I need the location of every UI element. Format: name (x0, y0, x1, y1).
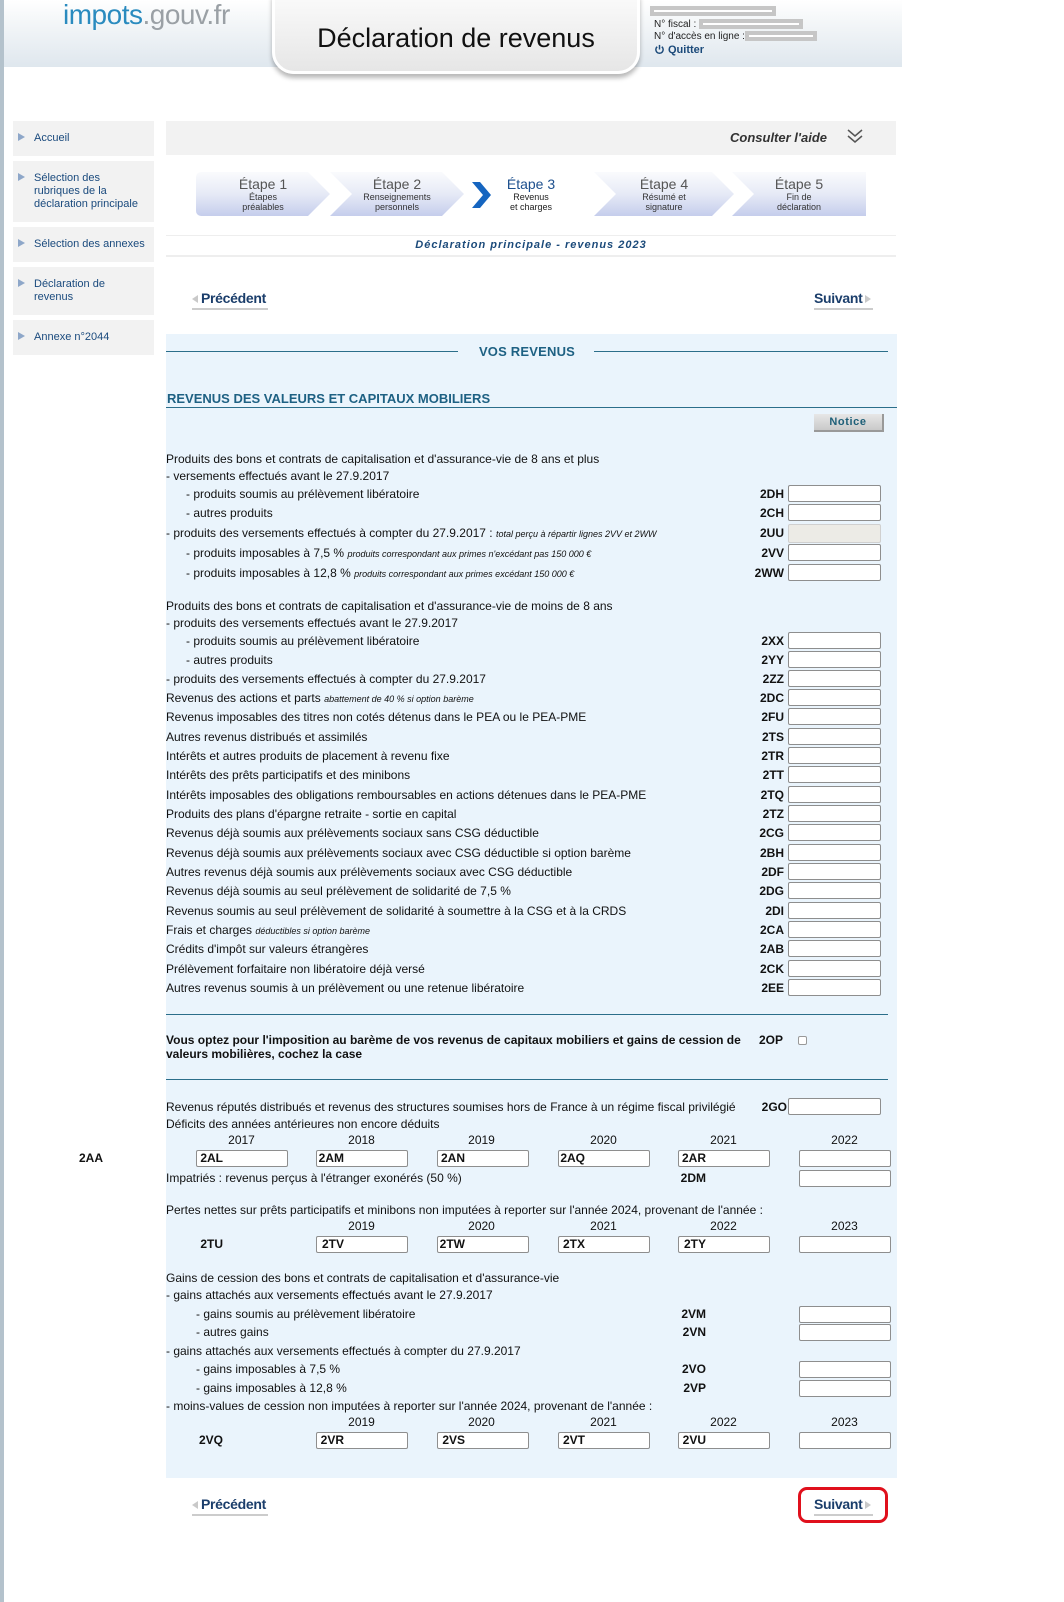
step-3-current: Étape 3 Revenus et charges (506, 176, 556, 212)
input-2WW[interactable] (788, 564, 881, 581)
input-2BH[interactable] (788, 844, 881, 861)
form-row-2XX: - produits soumis au prélèvement libératoire 2XX (166, 632, 897, 650)
triangle-right-icon (18, 279, 25, 287)
consult-help-link[interactable]: Consulter l'aide (730, 130, 827, 145)
input-2GO[interactable] (788, 1098, 881, 1115)
double-chevron-down-icon[interactable] (844, 127, 866, 147)
deficits-label: Déficits des années antérieures non encore déduits (166, 1117, 440, 1131)
form-row-2DF: Autres revenus déjà soumis aux prélèvements sociaux avec CSG déductible 2DF (166, 863, 897, 881)
power-icon (654, 44, 665, 55)
input-2VM[interactable] (799, 1306, 891, 1323)
previous-button-top[interactable]: Précédent (192, 290, 268, 310)
year-label: 2019 (348, 1219, 375, 1233)
triangle-right-icon (18, 239, 25, 247)
input-2TT[interactable] (788, 766, 881, 783)
step-progress (196, 172, 866, 216)
step-2: Étape 2 Renseignements personnels (330, 172, 464, 216)
triangle-right-icon (18, 332, 25, 340)
form-row-2TT: Intérêts des prêts participatifs et des minibons 2TT (166, 766, 897, 784)
year-label: 2018 (348, 1133, 375, 1147)
form-row-2DH: - produits soumis au prélèvement libératoire 2DH (166, 485, 897, 503)
sidebar-item-selection-annexes[interactable]: Sélection des annexes (13, 227, 154, 262)
form-row-2EE: Autres revenus soumis à un prélèvement ou une retenue libératoire 2EE (166, 979, 897, 997)
triangle-right-icon (18, 173, 25, 181)
input-2DI[interactable] (788, 902, 881, 919)
input-2DM[interactable] (799, 1170, 891, 1187)
quit-button[interactable]: Quitter (654, 44, 817, 57)
input-2YY[interactable] (788, 651, 881, 668)
year-label: 2021 (590, 1219, 617, 1233)
sidebar-item-declaration-revenus[interactable]: Déclaration de revenus (13, 267, 154, 315)
input-2VP[interactable] (799, 1380, 891, 1397)
form-row-2CH: - autres produits 2CH (166, 504, 897, 522)
option-code: 2OP (759, 1033, 784, 1047)
arrow-left-icon (192, 295, 198, 303)
step-1: Étape 1 Étapes préalables (196, 172, 330, 216)
form-row-2VV: - produits imposables à 7,5 % produits correspondant aux primes n'excédant pas 150 000 € 2VV (166, 544, 897, 562)
input-2TQ[interactable] (788, 786, 881, 803)
input-2TS[interactable] (788, 728, 881, 745)
moins-values-label: - moins-values de cession non imputées à reporter sur l'année 2024, provenant de l'année : (166, 1399, 653, 1413)
form-row-2WW: - produits imposables à 12,8 % produits correspondant aux primes excédant 150 000 € 2WW (166, 564, 897, 582)
next-button-highlight (798, 1487, 888, 1523)
year-label: 2019 (348, 1415, 375, 1429)
form-row-2CK: Prélèvement forfaitaire non libératoire déjà versé 2CK (166, 960, 897, 978)
redacted-access-number (745, 31, 817, 41)
redacted-name (650, 6, 776, 16)
form-row-2TR: Intérêts et autres produits de placement à revenu fixe 2TR (166, 747, 897, 765)
input-2FU[interactable] (788, 708, 881, 725)
year-label: 2017 (228, 1133, 255, 1147)
form-row-2YY: - autres produits 2YY (166, 651, 897, 669)
year-label: 2020 (590, 1133, 617, 1147)
input-2DC[interactable] (788, 689, 881, 706)
gain-2VN-label: - autres gains (196, 1325, 269, 1339)
year-label: 2022 (831, 1133, 858, 1147)
current-step-arrow-icon (470, 182, 492, 208)
form-row-2DI: Revenus soumis au seul prélèvement de solidarité à soumettre à la CSG et à la CRDS 2DI (166, 902, 897, 920)
input-2DG[interactable] (788, 882, 881, 899)
user-info (654, 6, 817, 56)
form-subheading: - produits des versements effectués avant le 27.9.2017 (166, 616, 458, 630)
form-row-2FU: Revenus imposables des titres non cotés détenus dans le PEA ou le PEA-PME 2FU (166, 708, 897, 726)
input-2CA[interactable] (788, 921, 881, 938)
triangle-right-icon (18, 133, 25, 141)
input-2CH[interactable] (788, 504, 881, 521)
redacted-fiscal-number (699, 19, 803, 29)
input-2DF[interactable] (788, 863, 881, 880)
checkbox-2OP[interactable] (798, 1036, 807, 1045)
step-4: Étape 4 Résumé et signature (594, 172, 734, 216)
impots-logo[interactable]: impots.gouv.fr (63, 0, 230, 30)
form-row-2TZ: Produits des plans d'épargne retraite - sortie en capital 2TZ (166, 805, 897, 823)
section-divider (166, 407, 897, 408)
impatries-label: Impatriés : revenus perçus à l'étranger exonérés (50 %) (166, 1171, 462, 1185)
notice-button[interactable]: Notice (814, 414, 884, 432)
form-row-2DG: Revenus déjà soumis au seul prélèvement de solidarité de 7,5 % 2DG (166, 882, 897, 900)
window-left-edge (0, 0, 4, 1602)
year-label: 2023 (831, 1219, 858, 1233)
option-bareme-label: Vous optez pour l'imposition au barème de vos revenus de capitaux mobiliers et gains de cession de valeurs mobilières, cochez la case (166, 1033, 741, 1061)
input-2VO[interactable] (799, 1361, 891, 1378)
sidebar (13, 121, 154, 360)
arrow-right-icon (865, 295, 871, 303)
pertes-label: Pertes nettes sur prêts participatifs et minibons non imputées à reporter sur l'année 2024, provenant de l'année : (166, 1203, 763, 1217)
step-5: Étape 5 Fin de déclaration (732, 172, 866, 216)
form-row-2AB: Crédits d'impôt sur valeurs étrangères 2AB (166, 940, 897, 958)
input-2ZZ[interactable] (788, 670, 881, 687)
input-2DH[interactable] (788, 485, 881, 502)
sidebar-item-annexe-2044[interactable]: Annexe n°2044 (13, 320, 154, 355)
gains-before-label: - gains attachés aux versements effectués avant le 27.9.2017 (166, 1288, 493, 1302)
input-2VV[interactable] (788, 544, 881, 561)
form-heading: Produits des bons et contrats de capitalisation et d'assurance-vie de 8 ans et plus (166, 452, 600, 466)
input-2VU[interactable] (799, 1432, 891, 1449)
gain-2VM-label: - gains soumis au prélèvement libératoire (196, 1307, 416, 1321)
page-title: Déclaration de revenus (317, 23, 595, 53)
income-form: VOS REVENUS REVENUS DES VALEURS ET CAPITAUX MOBILIERS Notice Produits des bons et contrats de capitalisation et d'assurance-vie de 8 ans et plus - versements effectués avant le 27.9.2017 - produits soumis au prélèvement libératoire 2DH - autres produits 2CH - produits des versements effectués à compter du 27.9.2017 : total perçu à répartir lignes 2VV et 2WW 2UU - produits imposables à 7,5 % produits correspondant aux primes n'excédant pas 150 000 € 2VV - produits imposables à 12,8 % produits correspondant aux primes excédant 150 000 € 2WW Produits des bons et contrats de capitalisation et d'assurance-vie de moins de 8 ans - produits des versements effectués avant le 27.9.2017 - produits soumis au prélèvement libératoire 2XX - autres produits 2YY - produits des versements effectués à compter du 27.9.2017 2ZZ Revenus des actions et parts abattement de 40 % si option barème 2DC Revenus imposables des titres non cotés détenus dans le PEA ou le PEA-PME 2FU Autres revenus distribués et assimilés 2TS Intérêts et autres produits de placement à revenu fixe 2TR Intérêts des prêts participatifs et des minibons 2TT Intérêts imposables des obligations remboursables en actions détenues dans le PEA-PME 2TQ Produits des plans d'épargne retraite - sortie en capital 2TZ Revenus déjà soumis aux prélèvements sociaux sans CSG déductible 2CG Revenus déjà soumis aux prélèvements sociaux avec CSG déductible si option barème 2BH Autres revenus déjà soumis aux prélèvements sociaux avec CSG déductible 2DF Revenus déjà soumis au seul prélèvement de solidarité de 7,5 % 2DG Revenus soumis au seul prélèvement de solidarité à soumettre à la CSG et à la CRDS 2DI Frais et charges déductibles si option barème 2CA Crédits d'impôt sur valeurs étrangères 2AB Prélèvement forfaitaire non libératoire déjà versé 2CK Autres revenus soumis à un prélèvement ou une retenue libératoire 2EE Vous optez pour l'imposition au barème de vos revenus de capitaux mobiliers et gains de cession de valeurs mobilières, cochez la case 2OP Revenus réputés distribués et revenus des structures soumises hors de France à un régime fiscal privilégié 2GO Déficits des années antérieures non encore déduits 2017 2018 2019 2020 2021 2022 2AA 2AL 2AM 2AN 2AQ 2AR Impatriés : revenus perçus à l'étranger exonérés (50 %) 2DM Pertes nettes sur prêts participatifs et minibons non imputées à reporter sur l'année 2024, provenant de l'année : 2019 2020 2021 2022 2023 2TU 2TV 2TW 2TX 2TY Gains de cession des bons et contrats de capitalisation et d'assurance-vie - gains attachés aux versements effectués avant le 27.9.2017 - gains soumis au prélèvement libératoire 2VM - autres gains 2VN - gains attachés aux versements effectués à compter du 27.9.2017 - gains imposables à 7,5 % 2VO - gains imposables à 12,8 % 2VP - moins-values de cession non imputées à reporter sur l'année 2024, provenant de l'année : 2019 2020 2021 2022 2023 2VQ 2VR 2VS 2VT 2VU (166, 334, 897, 1478)
gain-2VP-label: - gains imposables à 12,8 % (196, 1381, 347, 1395)
gains-after-label: - gains attachés aux versements effectués à compter du 27.9.2017 (166, 1344, 521, 1358)
input-2TY[interactable] (799, 1236, 891, 1253)
help-bar (166, 121, 896, 155)
form-row-2TS: Autres revenus distribués et assimilés 2TS (166, 728, 897, 746)
year-label: 2021 (590, 1415, 617, 1429)
form-heading: Produits des bons et contrats de capitalisation et d'assurance-vie de moins de 8 ans (166, 599, 613, 613)
divider (166, 1014, 888, 1015)
next-button-top[interactable]: Suivant (814, 290, 873, 310)
fiscal-number-label: N° fiscal : (654, 18, 697, 30)
year-label: 2023 (831, 1415, 858, 1429)
form-row-2CA: Frais et charges déductibles si option barème 2CA (166, 921, 897, 939)
form-row-2CG: Revenus déjà soumis aux prélèvements sociaux sans CSG déductible 2CG (166, 824, 897, 842)
input-2AB[interactable] (788, 940, 881, 957)
year-label: 2020 (468, 1219, 495, 1233)
input-2AR[interactable] (799, 1150, 891, 1167)
input-2EE[interactable] (788, 979, 881, 996)
form-row-2BH: Revenus déjà soumis aux prélèvements sociaux avec CSG déductible si option barème 2BH (166, 844, 897, 862)
form-subheading: - versements effectués avant le 27.9.2017 (166, 469, 390, 483)
year-label: 2021 (710, 1133, 737, 1147)
access-number-label: N° d'accès en ligne : (654, 31, 745, 42)
gain-2VO-label: - gains imposables à 7,5 % (196, 1362, 341, 1376)
form-row-2ZZ: - produits des versements effectués à compter du 27.9.2017 2ZZ (166, 670, 897, 688)
section-title: REVENUS DES VALEURS ET CAPITAUX MOBILIERS (167, 391, 491, 406)
year-label: 2020 (468, 1415, 495, 1429)
sidebar-item-accueil[interactable]: Accueil (13, 121, 154, 156)
next-button-bottom[interactable]: Suivant (814, 1496, 873, 1516)
divider (166, 1079, 888, 1080)
page-title-tab (272, 0, 640, 74)
form-row-2DC: Revenus des actions et parts abattement de 40 % si option barème 2DC (166, 689, 897, 707)
input-2VN[interactable] (799, 1324, 891, 1341)
year-label: 2019 (468, 1133, 495, 1147)
gains-heading: Gains de cession des bons et contrats de capitalisation et d'assurance-vie (166, 1271, 560, 1285)
input-2UU-disabled (788, 524, 881, 543)
form-row-2GO: Revenus réputés distribués et revenus des structures soumises hors de France à un régime fiscal privilégié 2GO (166, 1098, 897, 1116)
year-label: 2022 (710, 1219, 737, 1233)
sidebar-item-selection-rubriques[interactable]: Sélection des rubriques de la déclaration principale (13, 161, 154, 222)
input-2CK[interactable] (788, 960, 881, 977)
input-2XX[interactable] (788, 632, 881, 649)
year-label: 2022 (710, 1415, 737, 1429)
form-row-2UU: - produits des versements effectués à compter du 27.9.2017 : total perçu à répartir lignes 2VV et 2WW 2UU (166, 524, 897, 542)
input-2TR[interactable] (788, 747, 881, 764)
form-row-2TQ: Intérêts imposables des obligations remboursables en actions détenues dans le PEA-PME 2TQ (166, 786, 897, 804)
arrow-left-icon (192, 1501, 198, 1509)
vos-revenus-banner: VOS REVENUS (166, 344, 888, 360)
input-2CG[interactable] (788, 824, 881, 841)
input-2TZ[interactable] (788, 805, 881, 822)
declaration-subtitle: Déclaration principale - revenus 2023 (166, 235, 896, 257)
previous-button-bottom[interactable]: Précédent (192, 1496, 268, 1516)
